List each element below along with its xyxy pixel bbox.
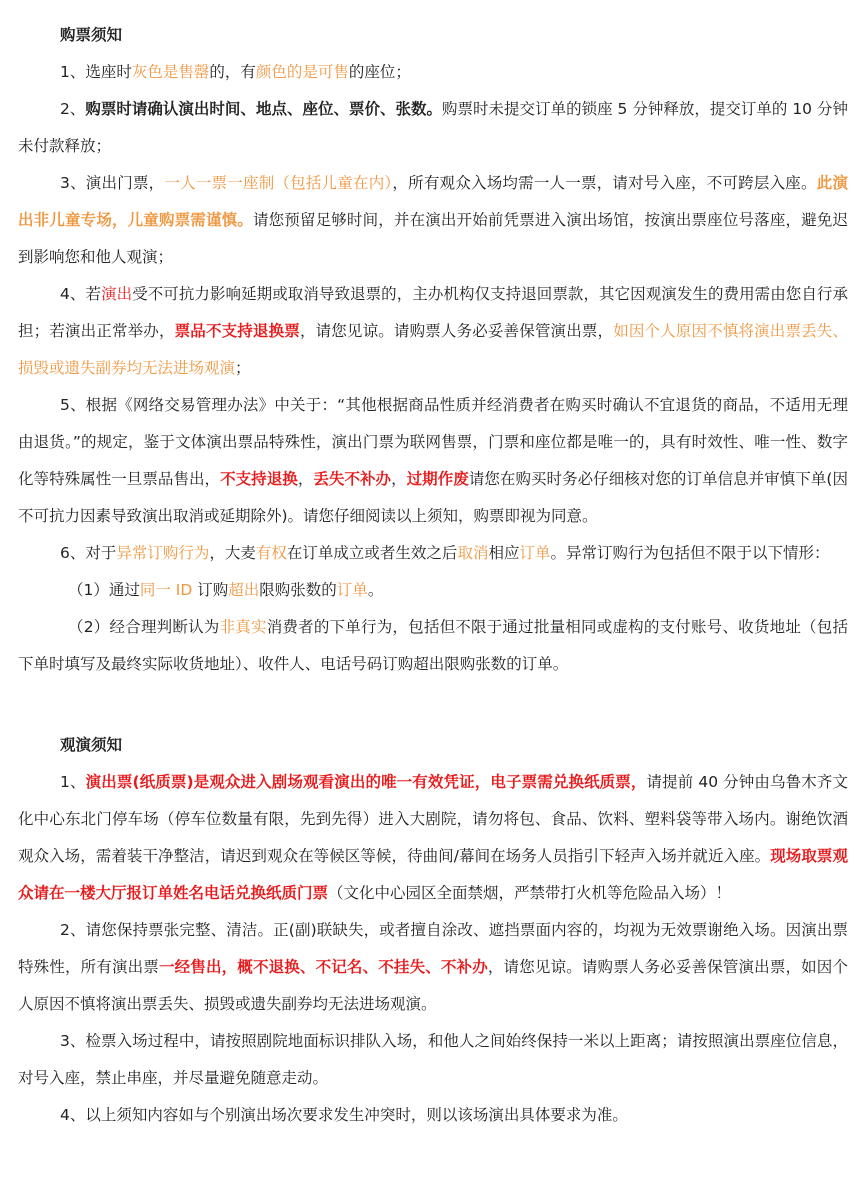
viewing-rule-3: 3、检票入场过程中，请按照剧院地面标识排队入场，和他人之间始终保持一米以上距离；请按照演出票座位信息，对号入座，禁止串座，并尽量避免随意走动。: [18, 1032, 848, 1087]
viewing-rule-2: 2、请您保持票张完整、清洁。正(副)联缺失，或者擅自涂改、遮挡票面内容的，均视为无效票谢绝入场。因演出票特殊性，所有演出票一经售出，概不退换、不记名、不挂失、不补办，请您见谅。请购票人务必妥善保管演出票，如因个人原因不慎将演出票丢失、损毁或遗失副券均无法进场观演。: [18, 921, 848, 1013]
viewing-notice-title: 观演须知: [60, 736, 123, 754]
ticket-rule-6-item-1: （1）通过同一 ID 订购超出限购张数的订单。: [68, 581, 384, 599]
ticket-rule-2: 2、购票时请确认演出时间、地点、座位、票价、张数。购票时未提交订单的锁座 5 分钟释放，提交订单的 10 分钟未付款释放；: [18, 100, 848, 155]
ticket-rule-4: 4、若演出受不可抗力影响延期或取消导致退票的，主办机构仅支持退回票款，其它因观演发生的费用需由您自行承担；若演出正常举办，票品不支持退换票，请您见谅。请购票人务必妥善保管演出票，如因个人原因不慎将演出票丢失、损毁或遗失副券均无法进场观演；: [18, 285, 848, 377]
ticket-rule-3: 3、演出门票，一人一票一座制（包括儿童在内），所有观众入场均需一人一票，请对号入座，不可跨层入座。此演出非儿童专场，儿童购票需谨慎。请您预留足够时间，并在演出开始前凭票进入演出场馆，按演出票座位号落座，避免迟到影响您和他人观演；: [18, 174, 848, 266]
ticket-rule-6: 6、对于异常订购行为，大麦有权在订单成立或者生效之后取消相应订单。异常订购行为包括但不限于以下情形：: [60, 544, 830, 562]
ticket-notice-title: 购票须知: [60, 26, 123, 44]
ticket-rule-1: 1、选座时灰色是售罄的，有颜色的是可售的座位；: [60, 63, 411, 81]
viewing-rule-1: 1、演出票(纸质票)是观众进入剧场观看演出的唯一有效凭证，电子票需兑换纸质票，请提前 40 分钟由乌鲁木齐文化中心东北门停车场（停车位数量有限，先到先得）进入大剧院，请勿将包、食品、饮料、塑料袋等带入场内。谢绝饮酒观众入场，需着装干净整洁，请迟到观众在等候区等候，待曲间/幕间在场务人员指引下轻声入场并就近入座。现场取票观众请在一楼大厅报订单姓名电话兑换纸质门票（文化中心园区全面禁烟，严禁带打火机等危险品入场）！: [18, 773, 848, 902]
ticket-rule-6-item-2: （2）经合理判断认为非真实消费者的下单行为，包括但不限于通过批量相同或虚构的支付账号、收货地址（包括下单时填写及最终实际收货地址）、收件人、电话号码订购超出限购张数的订单。: [18, 618, 848, 673]
ticket-rule-5: 5、根据《网络交易管理办法》中关于：“其他根据商品性质并经消费者在购买时确认不宜退货的商品，不适用无理由退货。”的规定，鉴于文体演出票品特殊性，演出门票为联网售票，门票和座位都是唯一的，具有时效性、唯一性、数字化等特殊属性一旦票品售出，不支持退换，丢失不补办，过期作废请您在购买时务必仔细核对您的订单信息并审慎下单(因不可抗力因素导致演出取消或延期除外)。请您仔细阅读以上须知，购票即视为同意。: [18, 396, 848, 525]
section-spacer: [18, 683, 848, 727]
viewing-rule-4: 4、以上须知内容如与个别演出场次要求发生冲突时，则以该场演出具体要求为准。: [60, 1106, 628, 1124]
